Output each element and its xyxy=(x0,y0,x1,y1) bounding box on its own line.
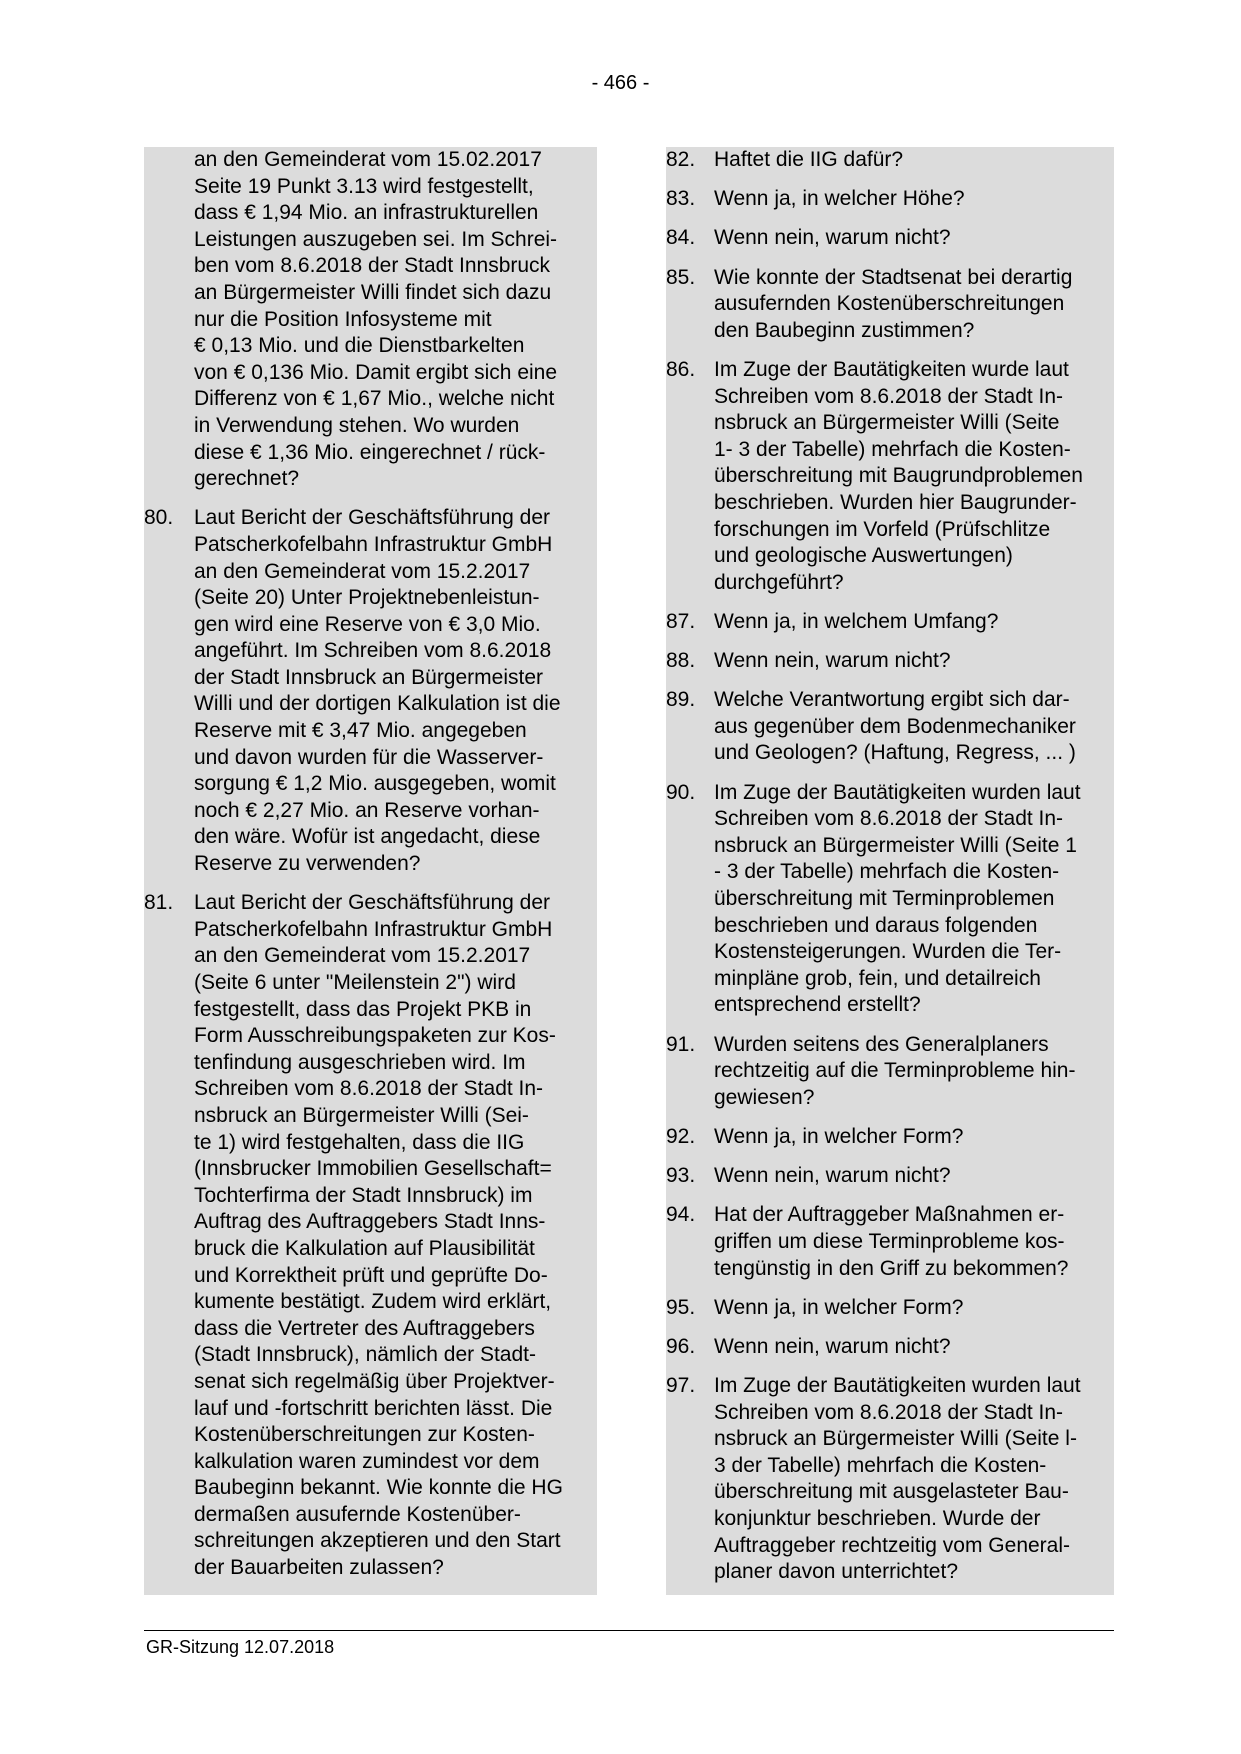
question-number: 95. xyxy=(666,1295,696,1319)
question-number: 84. xyxy=(666,226,696,250)
question-text: Welche Verantwortung ergibt sich dar- aus gegenüber dem Bodenmechaniker und Geologen? (Haftung, Regress, ... ) xyxy=(714,688,1076,765)
footer-text: GR-Sitzung 12.07.2018 xyxy=(146,1637,335,1657)
question-number: 86. xyxy=(666,357,696,381)
question-number: 94. xyxy=(666,1203,696,1227)
footer-divider xyxy=(144,1630,1114,1631)
continued-question-text: an den Gemeinderat vom 15.02.2017 Seite 19 Punkt 3.13 wird festgestellt, dass € 1,94 Mio. an infrastrukturellen Leistungen auszugeben sei. Im Schrei- ben vom 8.6.2018 der Stadt Innsbruck an Bürgermeister Willi findet sich dazu nur die Position Infosysteme mit € 0,13 Mio. und die Dienstbarkelten von € 0,136 Mio. Damit ergibt sich eine Differenz von € 1,67 Mio., welche nicht in Verwendung stehen. Wo wurden diese € 1,36 Mio. eingerechnet / rück- gerechnet? xyxy=(194,148,558,491)
question-number: 82. xyxy=(666,148,696,171)
question-number: 87. xyxy=(666,609,696,633)
question-number: 89. xyxy=(666,688,696,712)
question-item xyxy=(666,1202,1114,1282)
question-text: Haftet die IIG dafür? xyxy=(714,148,904,171)
question-text: Wenn nein, warum nicht? xyxy=(714,1334,951,1358)
question-text: Laut Bericht der Geschäftsführung der Patscherkofelbahn Infrastruktur GmbH an den Gemeinderat vom 15.2.2017 (Seite 20) Unter Projektnebenleistun- gen wird eine Reserve von € 3,0 Mio. angeführt. Im Schreiben vom 8.6.2018 der Stadt Innsbruck an Bürgermeister Willi und der dortigen Kalkulation ist die Reserve mit € 3,47 Mio. angegeben und davon wurden für die Wasserver- sorgung € 1,2 Mio. ausgegeben, womit noch € 2,27 Mio. an Reserve vorhan- den wäre. Wofür ist angedacht, diese Reserve zu verwenden? xyxy=(194,506,561,876)
question-text: Wenn ja, in welcher Form? xyxy=(714,1124,964,1148)
question-number: 88. xyxy=(666,649,696,673)
right-column xyxy=(666,147,1114,1595)
question-item xyxy=(144,890,597,1581)
question-item xyxy=(666,225,1114,252)
question-item xyxy=(666,357,1114,596)
question-item xyxy=(666,1373,1114,1586)
question-item xyxy=(666,687,1114,767)
question-number: 91. xyxy=(666,1032,696,1056)
question-text: Im Zuge der Bautätigkeiten wurden laut Schreiben vom 8.6.2018 der Stadt In- nsbruck an Bürgermeister Willi (Seite 1 - 3 der Tabelle) mehrfach die Kosten- überschreitung mit Terminproblemen beschrieben und daraus folgenden Kostensteigerungen. Wurden die Ter- minpläne grob, fein, und detailreich entsprechend erstellt? xyxy=(714,780,1081,1017)
question-item xyxy=(666,1334,1114,1361)
question-number: 97. xyxy=(666,1374,696,1398)
question-item xyxy=(666,609,1114,636)
question-text: Wenn ja, in welcher Form? xyxy=(714,1295,964,1319)
question-number: 93. xyxy=(666,1164,696,1188)
question-text: Wenn nein, warum nicht? xyxy=(714,649,951,673)
page-number: - 466 - xyxy=(591,72,650,94)
question-text: Wenn nein, warum nicht? xyxy=(714,226,951,250)
question-item xyxy=(666,1032,1114,1112)
question-item xyxy=(666,648,1114,675)
question-text: Wenn ja, in welchem Umfang? xyxy=(714,609,999,633)
question-item xyxy=(666,780,1114,1019)
question-text: Wenn nein, warum nicht? xyxy=(714,1164,951,1188)
question-text: Wurden seitens des Generalplaners rechtzeitig auf die Terminprobleme hin- gewiesen? xyxy=(714,1032,1076,1109)
question-text: Hat der Auftraggeber Maßnahmen er- griffen um diese Terminprobleme kos- tengünstig in den Griff zu bekommen? xyxy=(714,1203,1069,1280)
question-item xyxy=(666,265,1114,345)
question-number: 92. xyxy=(666,1124,696,1148)
question-item xyxy=(666,147,1114,174)
question-text: Wenn ja, in welcher Höhe? xyxy=(714,187,965,211)
question-number: 81. xyxy=(144,891,174,915)
question-text: Wie konnte der Stadtsenat bei derartig ausufernden Kostenüberschreitungen den Baubeginn zustimmen? xyxy=(714,265,1073,342)
left-column xyxy=(144,147,597,1595)
question-item xyxy=(666,186,1114,213)
question-item xyxy=(666,1124,1114,1151)
question-number: 83. xyxy=(666,187,696,211)
question-number: 85. xyxy=(666,265,696,289)
question-number: 90. xyxy=(666,780,696,804)
question-item xyxy=(666,1163,1114,1190)
question-item xyxy=(666,1295,1114,1322)
question-text: Laut Bericht der Geschäftsführung der Patscherkofelbahn Infrastruktur GmbH an den Gemeinderat vom 15.2.2017 (Seite 6 unter "Meilenstein 2") wird festgestellt, dass das Projekt PKB in Form Ausschreibungspaketen zur Kos- tenfindung ausgeschrieben wird. Im Schreiben vom 8.6.2018 der Stadt In- nsbruck an Bürgermeister Willi (Sei- te 1) wird festgehalten, dass die IIG (Innsbrucker Immobilien Gesellschaft= Tochterfirma der Stadt Innsbruck) im Auftrag des Auftraggebers Stadt Inns- bruck die Kalkulation auf Plausibilität und Korrektheit prüft und geprüfte Do- kumente bestätigt. Zudem wird erklärt, dass die Vertreter des Auftraggebers (Stadt Innsbruck), nämlich der Stadt- senat sich regelmäßig über Projektver- lauf und -fortschritt berichten lässt. Die Kostenüberschreitungen zur Kosten- kalkulation waren zumindest vor dem Baubeginn bekannt. Wie konnte die HG dermaßen ausufernde Kostenüber- schreitungen akzeptieren und den Start der Bauarbeiten zulassen? xyxy=(194,891,563,1580)
question-item xyxy=(144,505,597,877)
question-text: Im Zuge der Bautätigkeiten wurde laut Schreiben vom 8.6.2018 der Stadt In- nsbruck an Bürgermeister Willi (Seite 1- 3 der Tabelle) mehrfach die Kosten- überschreitung mit Baugrundproblemen beschrieben. Wurden hier Baugrunder- forschungen im Vorfeld (Prüfschlitze und geologische Auswertungen) durchgeführt? xyxy=(714,357,1083,594)
question-number: 96. xyxy=(666,1334,696,1358)
question-text: Im Zuge der Bautätigkeiten wurden laut Schreiben vom 8.6.2018 der Stadt In- nsbruck an Bürgermeister Willi (Seite l- 3 der Tabelle) mehrfach die Kosten- überschreitung mit ausgelasteter Bau- konjunktur beschrieben. Wurde der Auftraggeber rechtzeitig vom General- planer davon unterrichtet? xyxy=(714,1374,1081,1584)
question-number: 80. xyxy=(144,506,174,530)
